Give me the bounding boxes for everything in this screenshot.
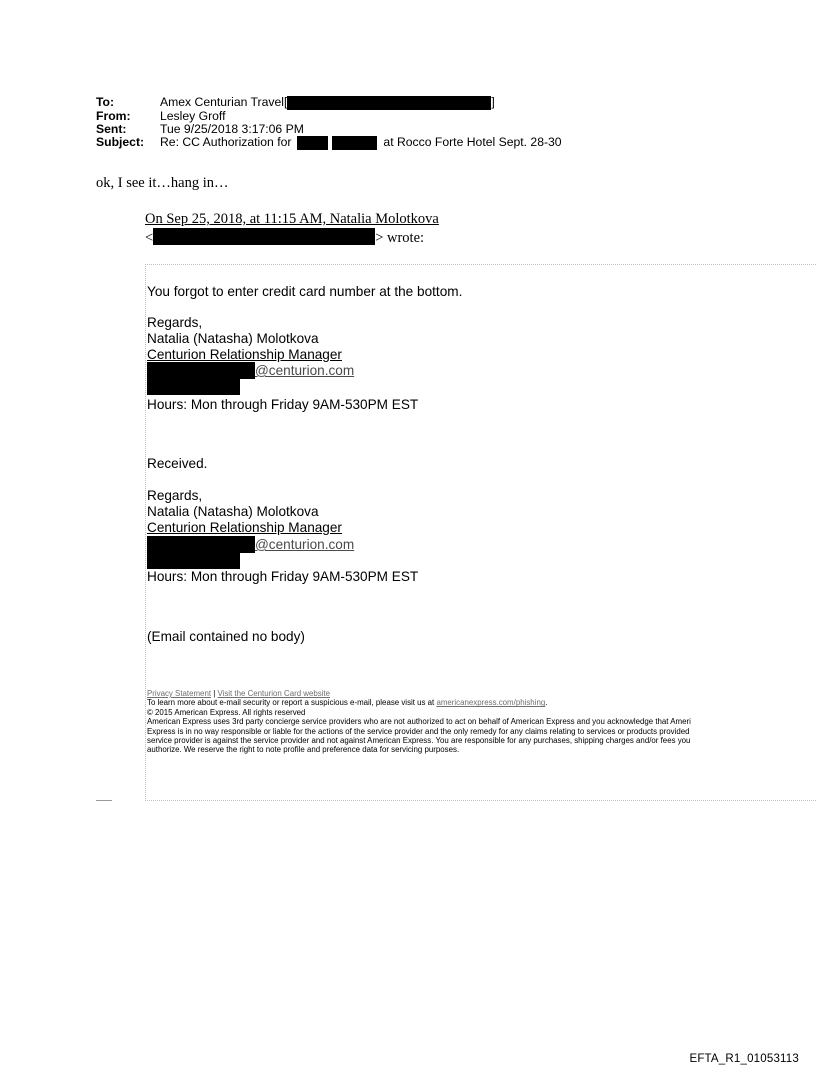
redaction-block [147,362,255,379]
footer-copyright: © 2015 American Express. All rights reserved [147,707,306,717]
message2-regards: Regards, [147,488,203,503]
disclaimer-line: Express is in no way responsible or liable for the actions of the service provider and the only remedy for any claims relating to services or products provided [147,726,690,736]
redaction-block [297,136,328,150]
quote-wrote: > wrote: [375,230,425,246]
footer-disclaimer [147,717,816,755]
subject-prefix: Re: CC Authorization for [160,135,292,149]
to-value: Amex Centurian Travel[ [160,95,288,109]
privacy-statement-link[interactable]: Privacy Statement [147,689,212,698]
message1-title: Centurion Relationship Manager [147,347,342,362]
to-row [96,96,562,110]
sent-value: Tue 9/25/2018 3:17:06 PM [160,122,304,136]
message2-body: Received. [147,456,208,471]
message1-email-link[interactable]: @centurion.com [255,363,355,378]
message2-name: Natalia (Natasha) Molotkova [147,504,319,519]
redaction-block [147,378,240,395]
message1-body: You forgot to enter credit card number at the bottom. [147,284,463,299]
footer-learn-more [147,698,816,707]
quote-open: < [145,230,154,246]
footer-separator: | [211,689,218,698]
quote-attribution: On Sep 25, 2018, at 11:15 AM, Natalia Molotkova [145,211,439,227]
message1-email-row [147,362,354,379]
reply-text: ok, I see it…hang in… [96,175,229,191]
disclaimer-line: service provider is against the service provider and not against American Express. You are responsible for any purchases, shipping charges and/or fees you [147,736,691,746]
to-close: ] [491,95,495,109]
learn-prefix: To learn more about e-mail security or report a suspicious e-mail, please visit us at [147,698,437,708]
subject-label: Subject: [96,135,145,149]
document-id: EFTA_R1_01053113 [689,1053,799,1065]
redaction-block [153,228,375,245]
to-label: To: [96,95,115,109]
redaction-block [147,536,255,553]
sent-label: Sent: [96,122,127,136]
phishing-link[interactable]: americanexpress.com/phishing [436,698,546,708]
quote-sender-row [145,228,439,247]
quote-header [145,211,439,247]
message1-name: Natalia (Natasha) Molotkova [147,331,319,346]
redaction-block [287,96,491,110]
message2-title: Centurion Relationship Manager [147,520,342,535]
disclaimer-line: American Express uses 3rd party concierge service providers who are not authorized to act on behalf of American Express and you acknowledge that Ameri [147,717,691,727]
from-value: Lesley Groff [160,109,226,123]
divider [96,800,112,801]
email-header [96,96,562,150]
subject-suffix: at Rocco Forte Hotel Sept. 28-30 [383,135,562,149]
subject-row [96,136,562,150]
message1-hours: Hours: Mon through Friday 9AM-530PM EST [147,397,419,412]
email-footer [147,689,816,755]
redaction-block [147,552,240,569]
message3-body: (Email contained no body) [147,629,305,644]
disclaimer-line: authorize. We reserve the right to note profile and preference data for servicing purposes. [147,745,460,755]
footer-links [147,689,816,698]
message1-regards: Regards, [147,315,203,330]
learn-suffix: . [545,698,548,708]
message2-hours: Hours: Mon through Friday 9AM-530PM EST [147,569,419,584]
from-label: From: [96,109,131,123]
redaction-block [332,136,377,150]
centurion-website-link[interactable]: Visit the Centurion Card website [217,689,331,698]
message2-email-row [147,536,354,553]
message2-email-link[interactable]: @centurion.com [255,537,355,552]
